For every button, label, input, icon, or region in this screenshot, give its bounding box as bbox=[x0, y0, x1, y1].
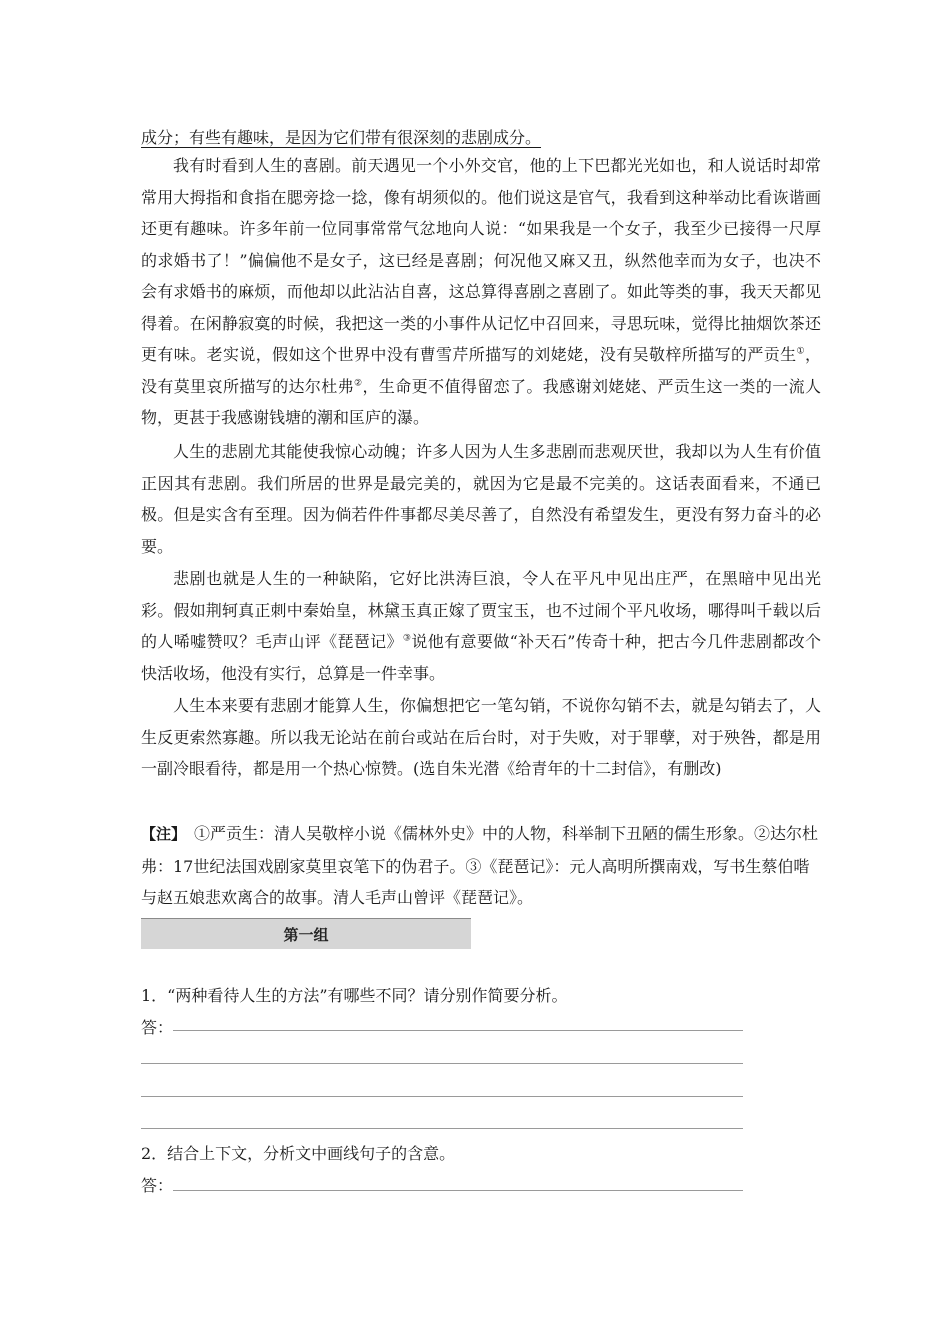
paragraph-3-text-a: 悲剧也就是人生的一种缺陷，它好比洪涛巨浪，令人在平凡中见出庄严，在黑暗中见出光彩。假如荆轲真正刺中秦始皇，林黛玉真正嫁了贾宝玉，也不过闹个平凡收场，哪得叫千载以后的人唏嘘赞叹？毛声山评《琵琶记》 bbox=[141, 569, 821, 651]
note-label: 【注】 bbox=[141, 825, 187, 843]
paragraph-1-text-c: ，生命更不值得留恋了。我感谢刘姥姥、严贡生这一类的一流人物，更甚于我感谢钱塘的潮和匡庐的瀑。 bbox=[141, 376, 821, 427]
answer-line-1-2[interactable] bbox=[141, 1063, 743, 1064]
paragraph-1-text-b: ，没有莫里哀所描写的达尔杜弗 bbox=[141, 345, 821, 396]
passage-paragraph-1 bbox=[141, 150, 821, 434]
answer-line-1-1[interactable] bbox=[173, 1030, 743, 1031]
answer-line-2-1[interactable] bbox=[173, 1190, 743, 1191]
section-header bbox=[141, 918, 471, 949]
passage-paragraph-2 bbox=[141, 436, 821, 562]
underlined-sentence: 成分；有些有趣味，是因为它们带有很深刻的悲剧成分。 bbox=[141, 128, 542, 147]
question-1: 1．“两种看待人生的方法”有哪些不同？请分别作简要分析。 bbox=[141, 986, 568, 1005]
note-text: ①严贡生：清人吴敬梓小说《儒林外史》中的人物，科举制下丑陋的儒生形象。②达尔杜弗：17世纪法国戏剧家莫里哀笔下的伪君子。③《琵琶记》：元人高明所撰南戏，写书生蔡伯喈与赵五娘悲欢离合的故事。清人毛声山曾评《琵琶记》。 bbox=[141, 824, 819, 907]
paragraph-4-text: 人生本来要有悲剧才能算人生，你偏想把它一笔勾销，不说你勾销不去，就是勾销去了，人生反更索然寡趣。所以我无论站在前台或站在后台时，对于失败，对于罪孽，对于殃咎，都是用一副冷眼看待，都是用一个热心惊赞。(选自朱光潜《给青年的十二封信》，有删改) bbox=[141, 696, 821, 778]
passage-paragraph-3 bbox=[141, 563, 821, 689]
footnote-block bbox=[141, 818, 821, 914]
footnote-marker-1: ① bbox=[796, 346, 805, 357]
paragraph-1-text-a: 我有时看到人生的喜剧。前天遇见一个小外交官，他的上下巴都光光如也，和人说话时却常常用大拇指和食指在腮旁捻一捻，像有胡须似的。他们说这是官气，我看到这种举动比看诙谐画还更有趣味。许多年前一位同事常常气忿地向人说：“如果我是一个女子，我至少已接得一尺厚的求婚书了！”偏偏他不是女子，这已经是喜剧；何况他又麻又丑，纵然他幸而为女子，也决不会有求婚书的麻烦，而他却以此沾沾自喜，这总算得喜剧之喜剧了。如此等类的事，我天天都见得着。在闲静寂寞的时候，我把这一类的小事件从记忆中召回来，寻思玩味，觉得比抽烟饮茶还更有味。老实说，假如这个世界中没有曹雪芹所描写的刘姥姥，没有吴敬梓所描写的严贡生 bbox=[141, 156, 821, 364]
footnote-marker-2: ② bbox=[354, 378, 363, 389]
question-2: 2．结合上下文，分析文中画线句子的含意。 bbox=[141, 1144, 456, 1163]
answer-label-1: 答： bbox=[141, 1018, 174, 1037]
answer-line-1-3[interactable] bbox=[141, 1096, 743, 1097]
passage-paragraph-0 bbox=[141, 122, 821, 154]
answer-line-1-4[interactable] bbox=[141, 1128, 743, 1129]
paragraph-3-text-b: 说他有意要做“补天石”传奇十种，把古今几件悲剧都改个快活收场，他没有实行，总算是一件幸事。 bbox=[141, 632, 821, 683]
section-title: 第一组 bbox=[283, 925, 329, 944]
footnote-marker-3: ③ bbox=[402, 633, 412, 644]
answer-label-2: 答： bbox=[141, 1176, 174, 1195]
passage-paragraph-4 bbox=[141, 690, 821, 785]
paragraph-2-text: 人生的悲剧尤其能使我惊心动魄；许多人因为人生多悲剧而悲观厌世，我却以为人生有价值正因其有悲剧。我们所居的世界是最完美的，就因为它是最不完美的。这话表面看来，不通已极。但是实含有至理。因为倘若件件事都尽美尽善了，自然没有希望发生，更没有努力奋斗的必要。 bbox=[141, 442, 821, 556]
